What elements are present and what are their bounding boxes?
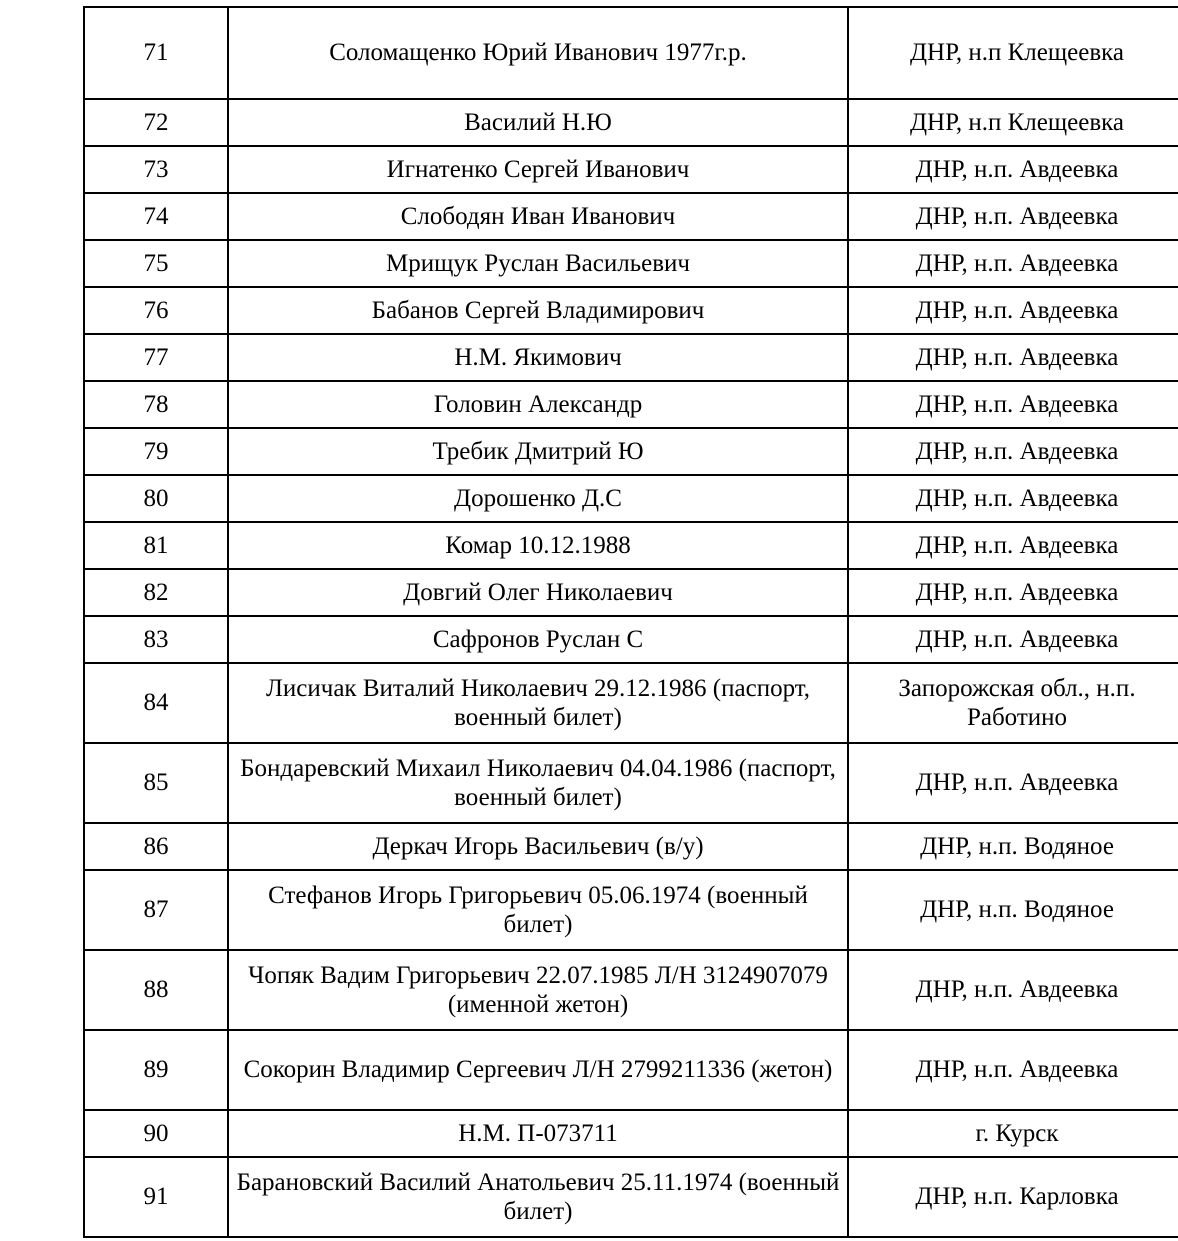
row-name: Сокорин Владимир Сергеевич Л/Н 2799211336 (жетон): [228, 1030, 848, 1110]
row-number: 80: [84, 475, 228, 522]
row-number: 77: [84, 334, 228, 381]
table-row: [84, 381, 1178, 428]
row-name: Мрищук Руслан Васильевич: [228, 240, 848, 287]
row-name: Стефанов Игорь Григорьевич 05.06.1974 (военный билет): [228, 870, 848, 950]
row-place: г. Курск: [848, 1110, 1178, 1157]
table-row: [84, 334, 1178, 381]
row-place: ДНР, н.п. Авдеевка: [848, 381, 1178, 428]
records-table: [83, 6, 1178, 1238]
row-name: Соломащенко Юрий Иванович 1977г.р.: [228, 7, 848, 99]
table-row: [84, 616, 1178, 663]
row-number: 86: [84, 823, 228, 870]
table-row: [84, 240, 1178, 287]
row-number: 90: [84, 1110, 228, 1157]
row-name: Василий Н.Ю: [228, 99, 848, 146]
row-number: 75: [84, 240, 228, 287]
row-place: ДНР, н.п. Авдеевка: [848, 240, 1178, 287]
table-row: [84, 1110, 1178, 1157]
records-table-body: [84, 7, 1178, 1237]
row-number: 85: [84, 743, 228, 823]
row-number: 73: [84, 146, 228, 193]
table-row: [84, 428, 1178, 475]
row-number: 74: [84, 193, 228, 240]
document-page: [0, 6, 1178, 1241]
row-name: Требик Дмитрий Ю: [228, 428, 848, 475]
row-name: Бабанов Сергей Владимирович: [228, 287, 848, 334]
row-name: Дорошенко Д.С: [228, 475, 848, 522]
row-number: 72: [84, 99, 228, 146]
row-name: Деркач Игорь Васильевич (в/у): [228, 823, 848, 870]
row-place: ДНР, н.п Клещеевка: [848, 7, 1178, 99]
row-name: Н.М. П-073711: [228, 1110, 848, 1157]
row-place: ДНР, н.п. Авдеевка: [848, 1030, 1178, 1110]
row-place: ДНР, н.п. Водяное: [848, 870, 1178, 950]
table-row: [84, 743, 1178, 823]
row-number: 79: [84, 428, 228, 475]
row-name: Слободян Иван Иванович: [228, 193, 848, 240]
row-number: 71: [84, 7, 228, 99]
table-row: [84, 1157, 1178, 1237]
row-place: ДНР, н.п. Авдеевка: [848, 743, 1178, 823]
table-row: [84, 146, 1178, 193]
row-number: 81: [84, 522, 228, 569]
row-place: ДНР, н.п. Авдеевка: [848, 428, 1178, 475]
table-row: [84, 663, 1178, 743]
row-name: Довгий Олег Николаевич: [228, 569, 848, 616]
table-row: [84, 1030, 1178, 1110]
row-place: ДНР, н.п. Авдеевка: [848, 522, 1178, 569]
row-name: Чопяк Вадим Григорьевич 22.07.1985 Л/Н 3124907079 (именной жетон): [228, 950, 848, 1030]
row-name: Комар 10.12.1988: [228, 522, 848, 569]
row-number: 84: [84, 663, 228, 743]
row-place: ДНР, н.п. Карловка: [848, 1157, 1178, 1237]
row-number: 87: [84, 870, 228, 950]
row-place: Запорожская обл., н.п. Работино: [848, 663, 1178, 743]
row-number: 91: [84, 1157, 228, 1237]
table-row: [84, 99, 1178, 146]
row-place: ДНР, н.п. Авдеевка: [848, 475, 1178, 522]
table-row: [84, 7, 1178, 99]
row-number: 78: [84, 381, 228, 428]
row-place: ДНР, н.п. Авдеевка: [848, 287, 1178, 334]
row-place: ДНР, н.п. Авдеевка: [848, 146, 1178, 193]
table-row: [84, 475, 1178, 522]
row-name: Головин Александр: [228, 381, 848, 428]
table-row: [84, 522, 1178, 569]
row-place: ДНР, н.п. Авдеевка: [848, 950, 1178, 1030]
row-number: 82: [84, 569, 228, 616]
table-row: [84, 870, 1178, 950]
row-place: ДНР, н.п. Водяное: [848, 823, 1178, 870]
row-name: Бондаревский Михаил Николаевич 04.04.1986 (паспорт, военный билет): [228, 743, 848, 823]
row-place: ДНР, н.п. Авдеевка: [848, 334, 1178, 381]
table-row: [84, 569, 1178, 616]
row-place: ДНР, н.п Клещеевка: [848, 99, 1178, 146]
row-number: 88: [84, 950, 228, 1030]
table-row: [84, 193, 1178, 240]
row-name: Сафронов Руслан С: [228, 616, 848, 663]
row-number: 76: [84, 287, 228, 334]
row-name: Лисичак Виталий Николаевич 29.12.1986 (паспорт, военный билет): [228, 663, 848, 743]
row-number: 89: [84, 1030, 228, 1110]
row-place: ДНР, н.п. Авдеевка: [848, 616, 1178, 663]
table-row: [84, 823, 1178, 870]
table-row: [84, 287, 1178, 334]
row-place: ДНР, н.п. Авдеевка: [848, 193, 1178, 240]
row-name: Барановский Василий Анатольевич 25.11.1974 (военный билет): [228, 1157, 848, 1237]
table-row: [84, 950, 1178, 1030]
row-name: Н.М. Якимович: [228, 334, 848, 381]
row-place: ДНР, н.п. Авдеевка: [848, 569, 1178, 616]
row-name: Игнатенко Сергей Иванович: [228, 146, 848, 193]
row-number: 83: [84, 616, 228, 663]
